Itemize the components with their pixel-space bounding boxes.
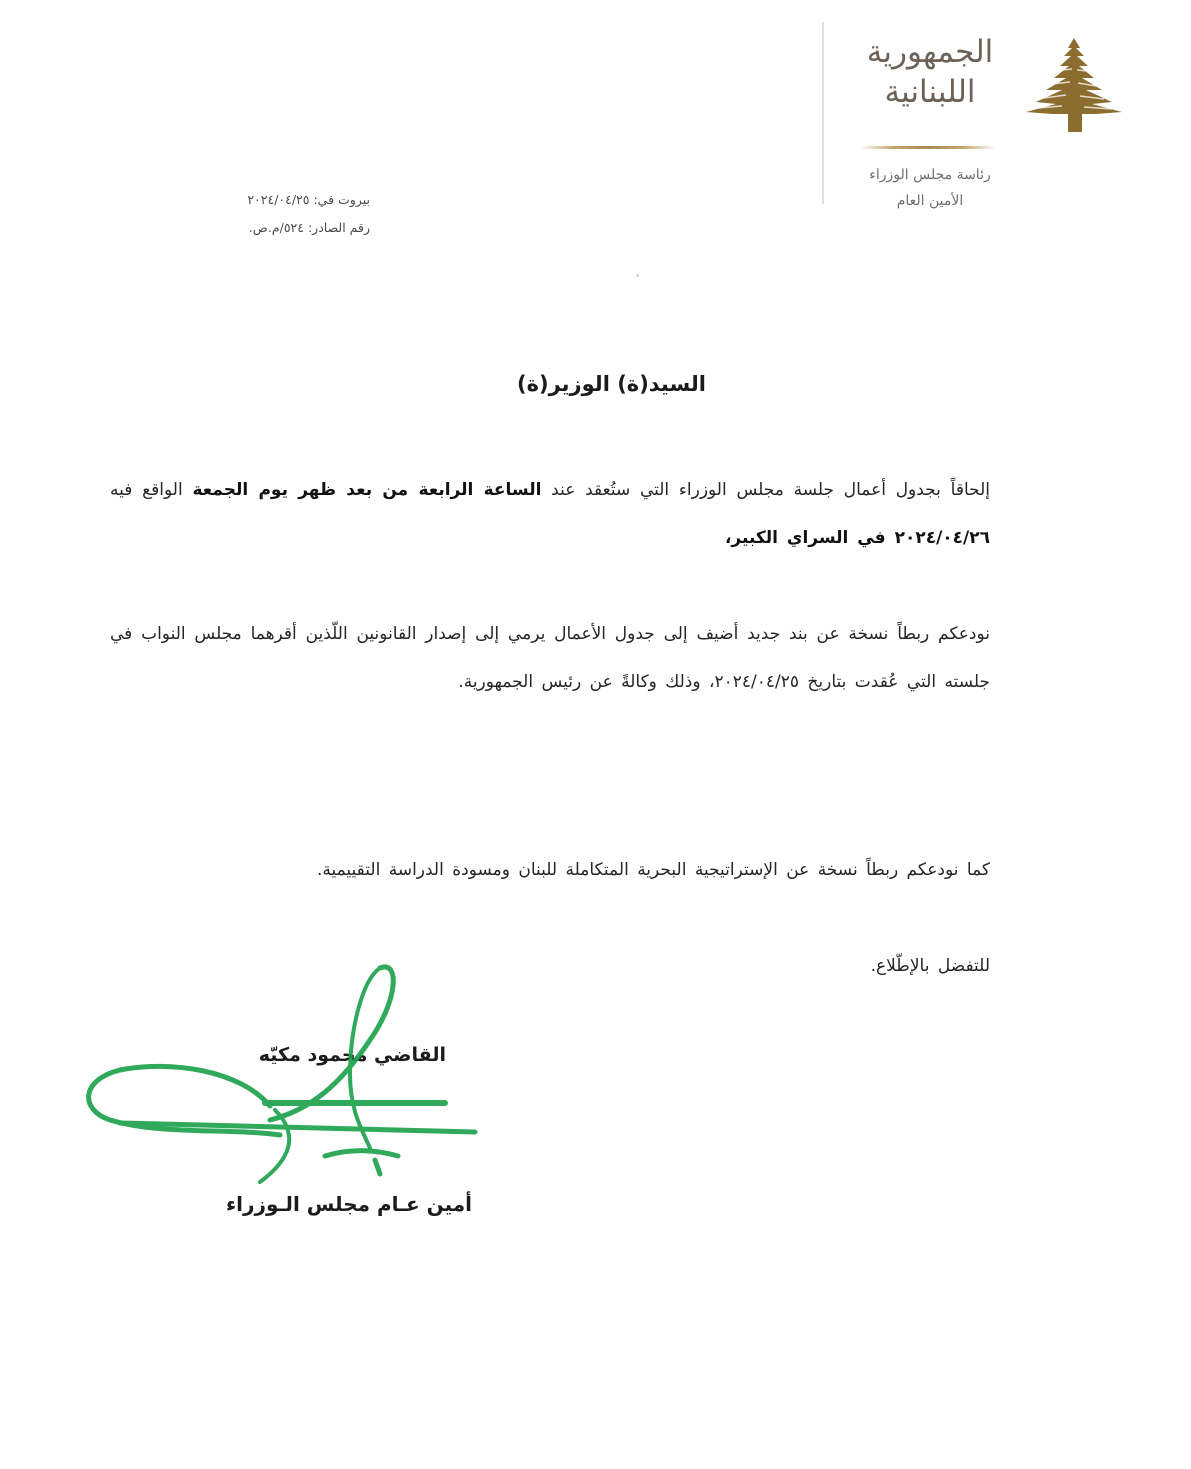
signatory-name: القاضي محمود مكيّه — [258, 1044, 446, 1066]
p1-meeting-date-place: ٢٠٢٤/٠٤/٢٦ في السراي الكبير، — [724, 528, 990, 548]
paragraph-maritime-strategy: كما نودعكم ربطاً نسخة عن الإستراتيجية البحرية المتكاملة للبنان ومسودة الدراسة التقييمية. — [316, 860, 990, 880]
letterhead — [822, 22, 1132, 222]
paragraph-closing: للتفضل بالإطّلاع. — [870, 956, 990, 976]
scan-speck — [636, 274, 639, 277]
place-date: بيروت في: ٢٠٢٤/٠٤/٢٥ — [247, 192, 370, 207]
p1-text-1: إلحاقاً بجدول أعمال جلسة مجلس الوزراء التي ستُعقد عند — [541, 480, 991, 500]
p1-meeting-time: الساعة الرابعة من بعد ظهر يوم الجمعة — [192, 480, 542, 500]
republic-line-1: الجمهورية — [866, 34, 994, 70]
letterhead-divider — [822, 22, 824, 204]
issue-number: رقم الصادر: ٥٢٤/م.ص. — [248, 220, 370, 235]
signatory-title: أمين عـام مجلس الـوزراء — [225, 1192, 472, 1216]
handwritten-signature — [80, 960, 500, 1190]
paragraph-new-item: نودعكم ربطاً نسخة عن بند جديد أضيف إلى جدول الأعمال يرمي إلى إصدار القانونين اللّذين أقرهما مجلس النواب في جلسته التي عُقدت بتاريخ ٢٠٢٤/٠٤/٢٥، وذلك وكالةً عن رئيس الجمهورية. — [110, 624, 990, 692]
gold-divider — [860, 146, 996, 149]
office-line-presidency: رئاسة مجلس الوزراء — [869, 167, 991, 183]
office-block — [850, 162, 1010, 214]
p1-text-2: الواقع فيه — [110, 480, 193, 500]
office-line-secretary-general: الأمين العام — [896, 193, 964, 209]
republic-line-2: اللبنانية — [884, 74, 976, 110]
salutation-text: السيد(ة) الوزير(ة) — [517, 372, 706, 396]
republic-title — [850, 32, 1010, 112]
salutation — [0, 372, 1191, 396]
reference-block — [170, 186, 370, 242]
paragraph-meeting-notice — [110, 466, 1060, 562]
cedar-tree-icon — [1022, 36, 1126, 136]
